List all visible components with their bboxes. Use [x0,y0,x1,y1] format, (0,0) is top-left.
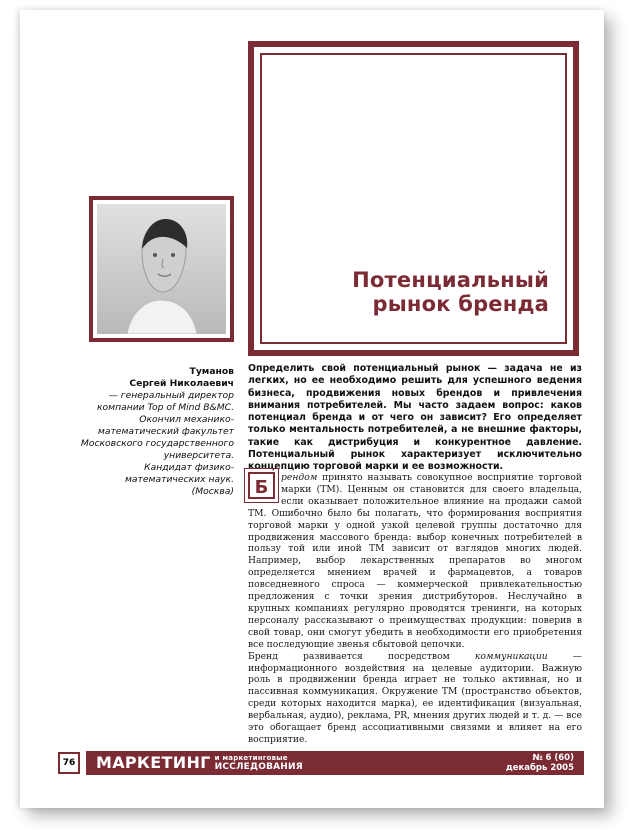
magazine-title-main: МАРКЕТИНГ [96,753,211,772]
lead-paragraph: Определить свой потенциальный рынок — задача не из легких, но ее необходимо решить для успешного ведения бизнеса, продвижения новых брендов и привлечения внимания потребителей. Мы часто задаем вопрос: каков потенциал бренда и от чего он зависит? Его определяет только ментальность потребителей, а не внешние факторы, такие как дистрибуция и конкурентное давление. Потенциальный рынок характеризует исключительно концепцию торговой марки и ее возможности. [248,363,582,473]
magazine-title-sub [215,754,303,772]
issue-date: декабрь 2005 [505,763,574,773]
author-photo-frame [89,196,234,342]
issue-number: № 6 (60) [532,753,574,763]
page-title: Потенциальный рынок бренда [352,268,549,316]
body-paragraph-1 [248,472,582,651]
author-photo-illustration [97,204,226,334]
drop-cap: Б [248,472,275,499]
author-block [80,366,234,498]
magazine-page [20,10,604,808]
body-paragraph-2 [248,651,582,746]
author-name-line1: Туманов [189,366,234,377]
page-footer [58,751,584,775]
author-photo [97,204,226,334]
body-p2-start: Бренд развивается посредством [248,650,475,662]
magazine-title-sub-line1: и маркетинговые [214,754,288,762]
footer-bar [86,751,584,775]
article-body [248,472,582,746]
author-name-line2: Сергей Николаевич [129,378,234,389]
page-number: 76 [58,752,80,774]
title-frame-inner [260,53,567,344]
body-p2-rest: — информационного воздействия на целевые аудитории. Важную роль в продвижении бренда играет не только активная, но и пассивная коммуникация. Окружение ТМ (пространство объектов, среди которых находится марка), ее идентификация (визуальная, вербальная, аудио), реклама, PR, мнения других людей и т. д. — все это обогащает бренд ассоциативными связями и влияет на его восприятие. [248,650,582,745]
body-p2-em: коммуникации [474,650,548,662]
magazine-title-sub-line2: ИССЛЕДОВАНИЯ [214,762,303,772]
body-p1-text: принято называть совокупное восприятие торговой марки (ТМ). Ценным он становится для своего владельца, если оказывает положительное влияние на продажи самой ТМ. Ошибочно было бы полагать, что формирования восприятия торговой марки у одной узкой целевой группы достаточно для продвижения массового бренда: выбор конечных потребителей в пользу той или иной ТМ зависит от взглядов многих людей. Например, выбор лекарственных препаратов во многом определяется мнением врачей и фармацевтов, а товаров повседневного спроса — коммерческой привлекательностью предложения с точки зрения дистрибуторов. Неслучайно в крупных компаниях регулярно проводятся тренинги, на которых персоналу рассказывают о преимуществах продукции: поверив в свой товар, они смогут убедить в необходимости его приобретения все последующие звенья сбытовой цепочки. [248,472,582,650]
author-bio: — генеральный директор компании Top of Mind B&MC. Окончил механико- математический факультет Московского государственного университета. Кандидат физико- математических наук. (Москва) [80,390,234,497]
body-p1-italic: рендом [281,472,318,483]
title-frame [248,41,579,356]
issue-info [506,753,574,773]
